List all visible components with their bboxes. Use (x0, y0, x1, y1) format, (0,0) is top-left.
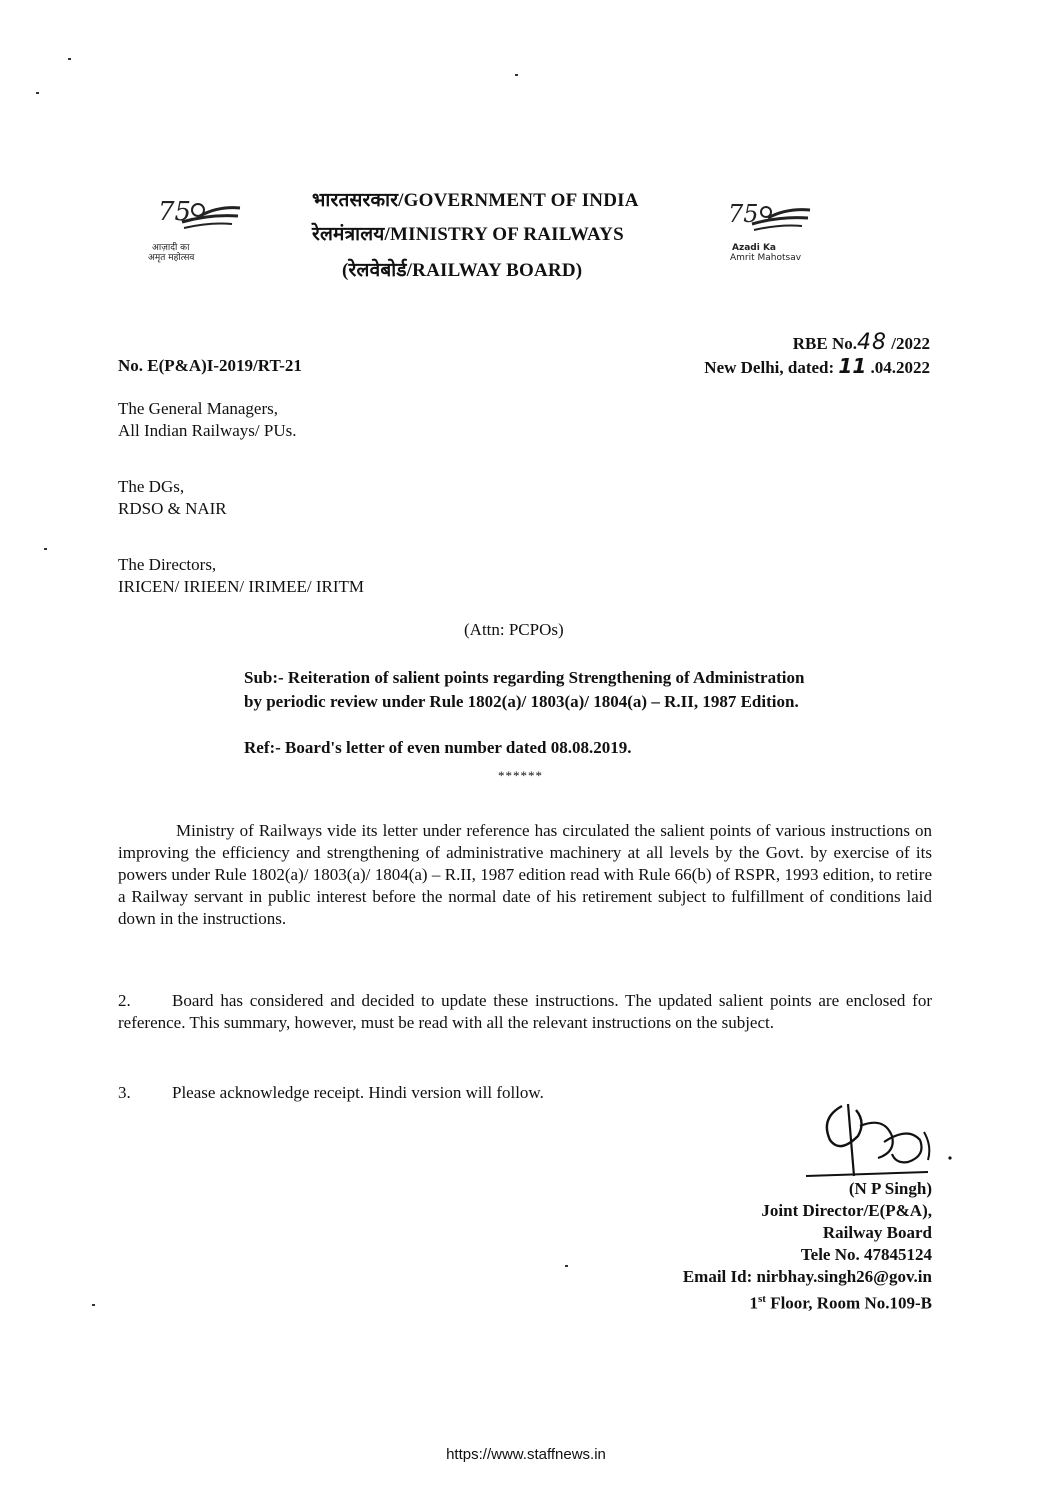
logo-right-caption-1: Azadi Ka (732, 243, 776, 253)
subject-line-2: by periodic review under Rule 1802(a)/ 1803(a)/ 1804(a) – R.II, 1987 Edition. (244, 692, 799, 711)
paragraph-1-text: Ministry of Railways vide its letter under reference has circulated the salient points of various instructions on improving the efficiency and strengthening of administrative machinery at all levels by the Govt. by exercise of its powers under Rule 1802(a)/ 1803(a)/ 1804(a) – R.II, 1987 edition read with Rule 66(b) of RSPR, 1993 edition, to retire a Railway servant in public interest before the normal date of his retirement subject to fulfillment of conditions laid down in the instructions. (118, 821, 932, 928)
scan-speck (565, 1265, 568, 1267)
addressee-directors (118, 554, 364, 598)
paragraph-3-text: Please acknowledge receipt. Hindi version will follow. (172, 1083, 544, 1102)
signatory-office: Railway Board (822, 1223, 932, 1242)
addressee-line: The General Managers, (118, 399, 279, 418)
paragraph-2 (118, 990, 932, 1034)
signatory-designation: Joint Director/E(P&A), (761, 1201, 932, 1220)
reference-line: Ref:- Board's letter of even number dated 08.08.2019. (244, 738, 632, 757)
paragraph-2-text: Board has considered and decided to update these instructions. The updated salient points are enclosed for reference. This summary, however, must be read with all the relevant instructions on the subject. (118, 991, 932, 1032)
subject-line-1: Sub:- Reiteration of salient points regarding Strengthening of Administration (244, 668, 805, 687)
rbe-number-line (793, 330, 930, 355)
date-suffix: .04.2022 (866, 358, 930, 377)
addressee-line: All Indian Railways/ PUs. (118, 421, 297, 440)
floor-room: Floor, Room No.109-B (765, 1293, 932, 1313)
rbe-prefix: RBE No. (792, 334, 858, 353)
header-board: (रेलवेबोर्ड/RAILWAY BOARD) (342, 260, 583, 281)
addressee-general-managers (118, 398, 297, 442)
azadi-logo-right (722, 198, 842, 263)
signatory-name: (N P Singh) (848, 1179, 932, 1198)
paragraph-2-number: 2. (118, 991, 131, 1010)
logo-left-caption-1: आज़ादी का (152, 243, 190, 253)
svg-text:75: 75 (728, 200, 759, 228)
rbe-number-handwritten: 48 (857, 330, 888, 355)
signatory-block (683, 1178, 932, 1315)
logo-right-caption-2: Amrit Mahotsav (730, 253, 802, 263)
signatory-telephone: Tele No. 47845124 (800, 1245, 932, 1264)
azadi-75-emblem-icon (722, 198, 822, 238)
scan-speck (92, 1304, 95, 1306)
floor-ordinal: st (757, 1293, 766, 1305)
addressee-line: The DGs, (118, 477, 185, 496)
attention-line: (Attn: PCPOs) (464, 620, 564, 639)
addressee-line: The Directors, (118, 555, 217, 574)
subject-block (244, 666, 804, 714)
signatory-email: Email Id: nirbhay.singh26@gov.in (682, 1267, 932, 1286)
logo-left-caption-2: अमृत महोत्सव (148, 253, 195, 263)
handwritten-signature (800, 1096, 960, 1186)
header-government: भारतसरकार/GOVERNMENT OF INDIA (312, 190, 639, 211)
scan-speck (36, 92, 39, 94)
footer-url: https://www.staffnews.in (446, 1446, 606, 1463)
addressee-dgs (118, 476, 227, 520)
signatory-room (683, 1288, 932, 1315)
header-ministry: रेलमंत्रालय/MINISTRY OF RAILWAYS (312, 224, 624, 245)
date-day-handwritten: 11 (838, 354, 867, 378)
file-number: No. E(P&A)I-2019/RT-21 (118, 356, 302, 375)
scan-speck (515, 74, 518, 76)
paragraph-1 (118, 820, 932, 930)
date-prefix: New Delhi, dated: (704, 358, 839, 377)
azadi-logo-left (140, 194, 260, 264)
rbe-suffix: /2022 (887, 334, 930, 353)
addressee-line: IRICEN/ IRIEEN/ IRIMEE/ IRITM (118, 577, 364, 596)
scan-speck (68, 58, 71, 60)
addressee-line: RDSO & NAIR (118, 499, 227, 518)
paragraph-3-number: 3. (118, 1083, 131, 1102)
azadi-75-emblem-icon (140, 194, 250, 238)
svg-text:75: 75 (158, 197, 192, 227)
date-line (704, 354, 930, 378)
floor-number: 1 (749, 1293, 758, 1313)
separator-stars: ****** (498, 768, 543, 783)
scan-speck (44, 548, 47, 550)
